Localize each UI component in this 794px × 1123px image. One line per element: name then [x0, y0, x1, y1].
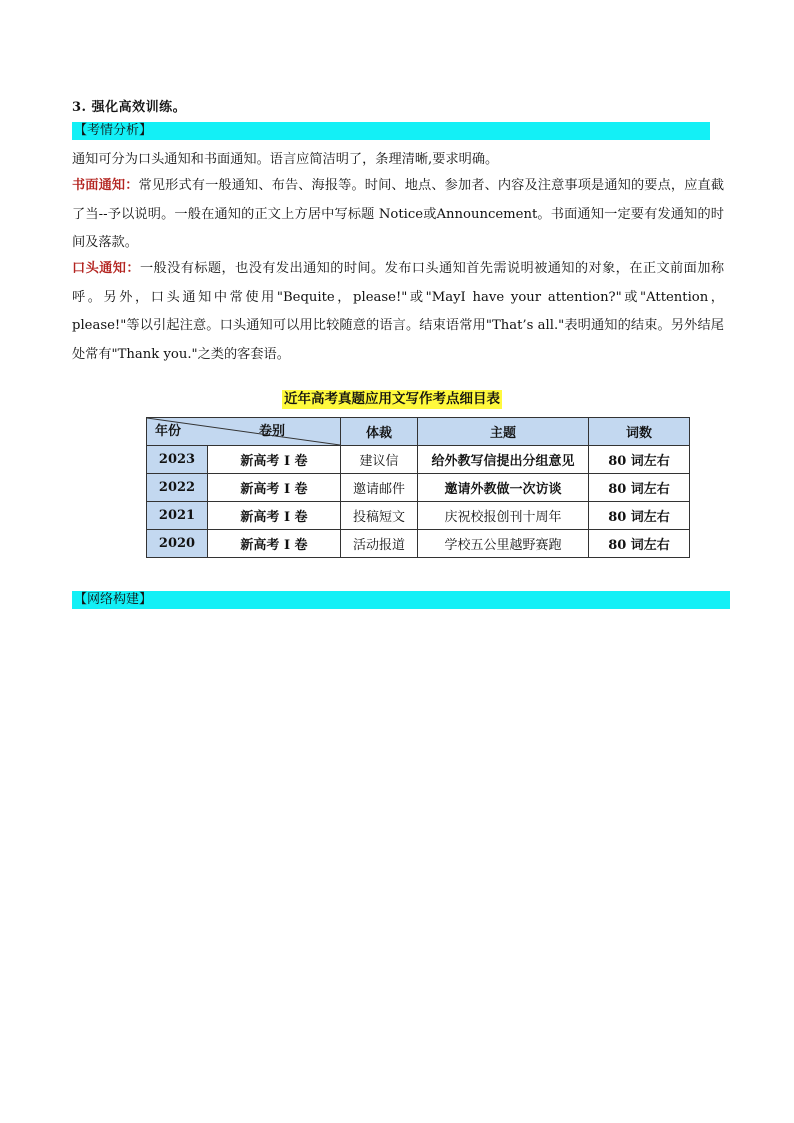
- row-genre: 建议信: [341, 446, 418, 474]
- row-genre: 邀请邮件: [341, 474, 418, 502]
- header-topic: 主题: [418, 418, 589, 446]
- row-year: 2021: [147, 502, 208, 530]
- written-notice-text: 常见形式有一般通知、布告、海报等。时间、地点、参加者、内容及注意事项是通知的要点，应直截了当--予以说明。一般在通知的正文上方居中写标题 Notice或Announcement。书面通知一定要有发通知的时间及落款。: [72, 178, 724, 250]
- oral-notice-paragraph: [72, 255, 724, 369]
- row-topic: 给外教写信提出分组意见: [418, 446, 589, 474]
- row-topic: 庆祝校报创刊十周年: [418, 502, 589, 530]
- row-topic: 学校五公里越野赛跑: [418, 530, 589, 558]
- row-words: 80 词左右: [589, 502, 690, 530]
- exam-topics-table: [146, 417, 690, 558]
- row-year: 2023: [147, 446, 208, 474]
- row-genre: 投稿短文: [341, 502, 418, 530]
- network-banner-label: 【网络构建】: [74, 592, 153, 607]
- row-paper: 新高考 I 卷: [208, 530, 341, 558]
- row-words: 80 词左右: [589, 530, 690, 558]
- row-paper: 新高考 I 卷: [208, 446, 341, 474]
- row-paper: 新高考 I 卷: [208, 474, 341, 502]
- row-genre: 活动报道: [341, 530, 418, 558]
- table-row: [147, 502, 690, 530]
- written-notice-label: 书面通知：: [72, 178, 139, 193]
- table-row: [147, 530, 690, 558]
- row-topic: 邀请外教做一次访谈: [418, 474, 589, 502]
- network-banner: [72, 591, 730, 609]
- section-heading: 3. 强化高效训练。: [72, 100, 187, 115]
- row-year: 2020: [147, 530, 208, 558]
- oral-notice-label: 口头通知：: [72, 261, 140, 276]
- table-header-row: [147, 418, 690, 446]
- row-words: 80 词左右: [589, 446, 690, 474]
- oral-notice-text: 一般没有标题，也没有发出通知的时间。发布口头通知首先需说明被通知的对象，在正文前面加称呼。另外，口头通知中常使用"Bequite，please!"或"MayI have your attention?"或"Attention，please!"等以引起注意。口头通知可以用比较随意的语言。结束语常用"That’s all."表明通知的结束。另外结尾处常有"Thank you."之类的客套语。: [72, 261, 725, 362]
- written-notice-paragraph: [72, 172, 724, 258]
- header-genre: 体裁: [341, 418, 418, 446]
- header-paper: 卷别: [258, 424, 285, 439]
- table-row: [147, 474, 690, 502]
- row-year: 2022: [147, 474, 208, 502]
- table-caption: 近年高考真题应用文写作考点细目表: [284, 391, 500, 407]
- analysis-banner: [72, 122, 710, 140]
- row-words: 80 词左右: [589, 474, 690, 502]
- analysis-banner-label: 【考情分析】: [74, 123, 153, 138]
- header-year-paper-cell: [147, 418, 341, 446]
- header-year: 年份: [155, 424, 182, 439]
- table-row: [147, 446, 690, 474]
- row-paper: 新高考 I 卷: [208, 502, 341, 530]
- intro-paragraph: 通知可分为口头通知和书面通知。语言应简洁明了，条理清晰,要求明确。: [72, 152, 499, 167]
- header-words: 词数: [589, 418, 690, 446]
